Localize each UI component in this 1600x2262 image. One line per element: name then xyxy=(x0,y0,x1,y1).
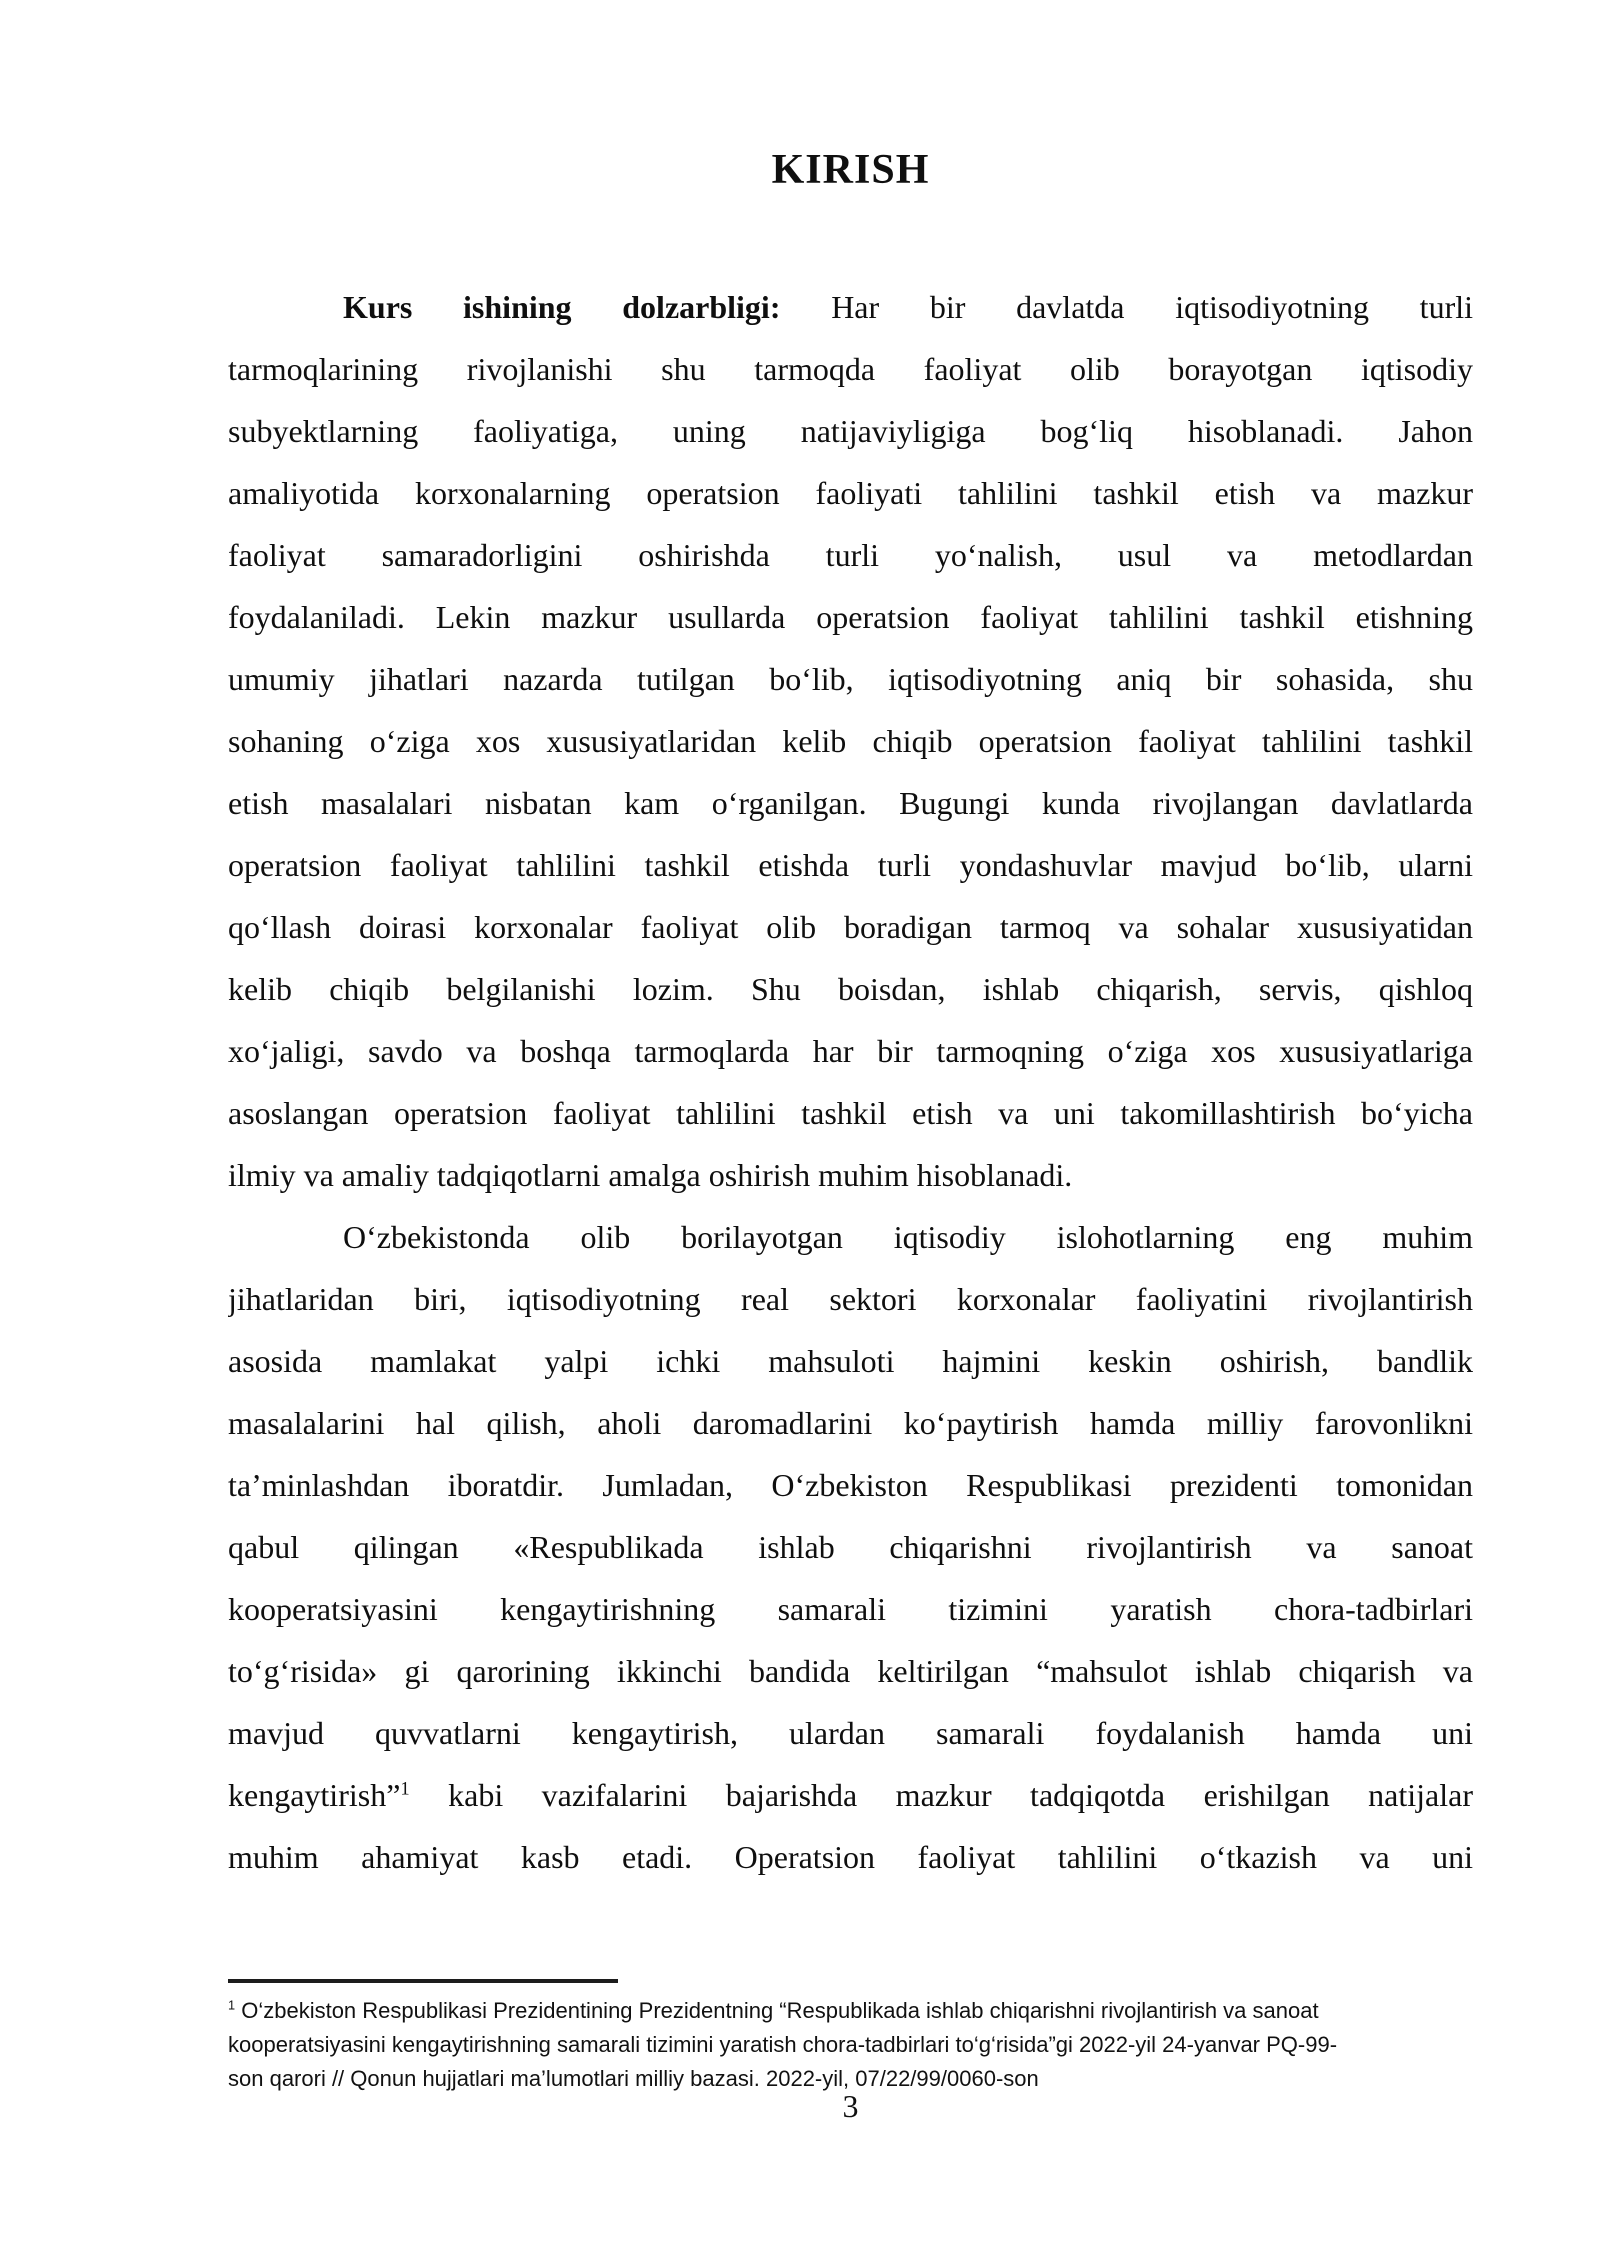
text-line xyxy=(228,276,1473,338)
paragraph-lead-bold: Kurs ishining dolzarbligi: xyxy=(343,289,781,325)
text-line: xo‘jaligi, savdo va boshqa tarmoqlarda har bir tarmoqning o‘ziga xos xususiyatlariga xyxy=(228,1033,1473,1069)
text-line: foydalaniladi. Lekin mazkur usullarda operatsion faoliyat tahlilini tashkil etishning xyxy=(228,599,1473,635)
text-line: to‘g‘risida» gi qarorining ikkinchi bandida keltirilgan “mahsulot ishlab chiqarish va xyxy=(228,1653,1473,1689)
page-title: KIRISH xyxy=(771,147,930,193)
text-line: qabul qilingan «Respublikada ishlab chiqarishni rivojlantirish va sanoat xyxy=(228,1529,1473,1565)
text-line: umumiy jihatlari nazarda tutilgan bo‘lib, iqtisodiyotning aniq bir sohasida, shu xyxy=(228,661,1473,697)
text-segment: kabi vazifalarini bajarishda mazkur tadqiqotda erishilgan natijalar xyxy=(448,1777,1473,1813)
text-segment: kengaytirish” xyxy=(228,1777,401,1813)
footnote-line: son qarori // Qonun hujjatlari ma’lumotlari milliy bazasi. 2022-yil, 07/22/99/0060-son xyxy=(228,2066,1039,2091)
text-line: operatsion faoliyat tahlilini tashkil etishda turli yondashuvlar mavjud bo‘lib, ularni xyxy=(228,847,1473,883)
text-line: kooperatsiyasini kengaytirishning samarali tizimini yaratish chora-tadbirlari xyxy=(228,1591,1473,1627)
text-line: ilmiy va amaliy tadqiqotlarni amalga oshirish muhim hisoblanadi. xyxy=(228,1157,1073,1193)
footnote-reference: 1 xyxy=(400,1778,410,1800)
footnote-line: kooperatsiyasini kengaytirishning samarali tizimini yaratish chora-tadbirlari to‘g‘risida”gi 2022-yil 24-yanvar PQ-99- xyxy=(228,2032,1338,2057)
text-line: jihatlaridan biri, iqtisodiyotning real sektori korxonalar faoliyatini rivojlantirish xyxy=(228,1281,1473,1317)
body-text xyxy=(228,276,1473,1888)
text-line xyxy=(228,1764,1473,1826)
text-line: asosida mamlakat yalpi ichki mahsuloti hajmini keskin oshirish, bandlik xyxy=(228,1343,1473,1379)
text-line: kelib chiqib belgilanishi lozim. Shu boisdan, ishlab chiqarish, servis, qishloq xyxy=(228,971,1473,1007)
footnote-marker: 1 xyxy=(228,1997,236,2013)
text-line: asoslangan operatsion faoliyat tahlilini tashkil etish va uni takomillashtirish bo‘yicha xyxy=(228,1095,1473,1131)
text-line: etish masalalari nisbatan kam o‘rganilgan. Bugungi kunda rivojlangan davlatlarda xyxy=(228,785,1473,821)
text-line: faoliyat samaradorligini oshirishda turli yo‘nalish, usul va metodlardan xyxy=(228,537,1473,573)
text-line: muhim ahamiyat kasb etadi. Operatsion faoliyat tahlilini o‘tkazish va uni xyxy=(228,1839,1473,1875)
text-line: mavjud quvvatlarni kengaytirish, ulardan samarali foydalanish hamda uni xyxy=(228,1715,1473,1751)
text-line: O‘zbekistonda olib borilayotgan iqtisodiy islohotlarning eng muhim xyxy=(343,1219,1473,1255)
text-segment: Har bir davlatda iqtisodiyotning turli xyxy=(831,289,1473,325)
text-line: qo‘llash doirasi korxonalar faoliyat olib boradigan tarmoq va sohalar xususiyatidan xyxy=(228,909,1473,945)
text-line: amaliyotida korxonalarning operatsion faoliyati tahlilini tashkil etish va mazkur xyxy=(228,475,1473,511)
text-line: masalalarini hal qilish, aholi daromadlarini ko‘paytirish hamda milliy farovonlikni xyxy=(228,1405,1473,1441)
text-line: sohaning o‘ziga xos xususiyatlaridan kelib chiqib operatsion faoliyat tahlilini tashkil xyxy=(228,723,1473,759)
text-line: tarmoqlarining rivojlanishi shu tarmoqda faoliyat olib borayotgan iqtisodiy xyxy=(228,351,1473,387)
page-number: 3 xyxy=(842,2088,859,2124)
text-line: subyektlarning faoliyatiga, uning natijaviyligiga bog‘liq hisoblanadi. Jahon xyxy=(228,413,1473,449)
text-line: ta’minlashdan iboratdir. Jumladan, O‘zbekiston Respublikasi prezidenti tomonidan xyxy=(228,1467,1473,1503)
footnote-text: O‘zbekiston Respublikasi Prezidentining Prezidentning “Respublikada ishlab chiqarishni rivojlantirish va sanoat xyxy=(241,1998,1319,2023)
footnote-line xyxy=(228,1994,1473,2028)
footnote-separator xyxy=(228,1979,618,1983)
footnote xyxy=(228,1994,1473,2096)
